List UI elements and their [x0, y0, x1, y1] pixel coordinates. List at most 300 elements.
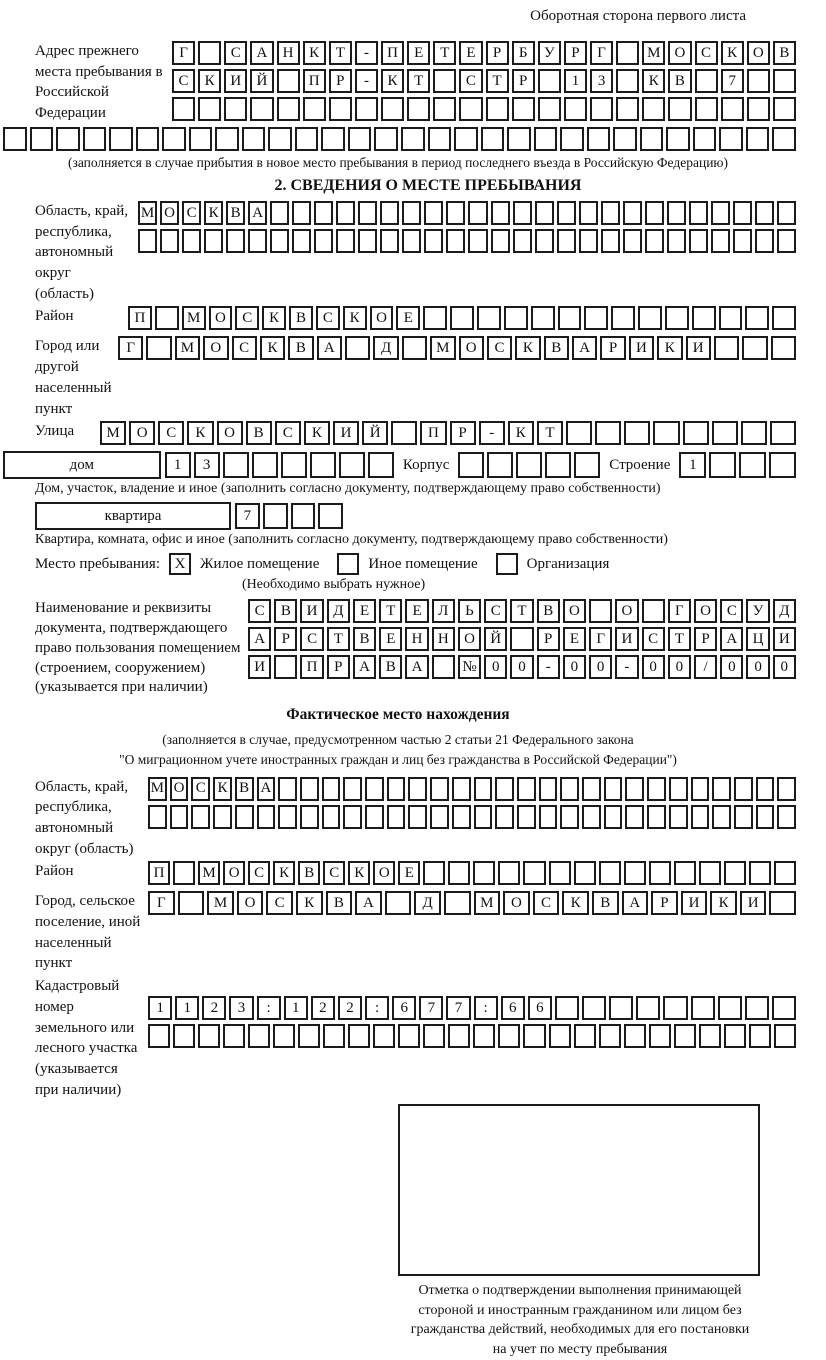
char-cell[interactable]: [771, 336, 796, 360]
char-cell[interactable]: [495, 777, 514, 801]
char-cell[interactable]: [640, 127, 664, 151]
char-cell[interactable]: 0: [484, 655, 507, 679]
char-cell[interactable]: [510, 627, 533, 651]
char-cell[interactable]: [611, 306, 635, 330]
char-cell[interactable]: [401, 127, 425, 151]
char-cell[interactable]: К: [303, 41, 326, 65]
char-cell[interactable]: [278, 777, 297, 801]
char-cell[interactable]: Г: [118, 336, 143, 360]
char-cell[interactable]: М: [148, 777, 167, 801]
char-cell[interactable]: [292, 201, 311, 225]
char-cell[interactable]: [213, 805, 232, 829]
char-cell[interactable]: В: [379, 655, 402, 679]
char-cell[interactable]: [638, 306, 662, 330]
char-cell[interactable]: О: [458, 627, 481, 651]
char-cell[interactable]: Н: [277, 41, 300, 65]
char-cell[interactable]: [645, 229, 664, 253]
char-cell[interactable]: И: [333, 421, 359, 445]
char-cell[interactable]: [719, 127, 743, 151]
char-cell[interactable]: [749, 1024, 771, 1048]
char-cell[interactable]: [373, 1024, 395, 1048]
char-cell[interactable]: [601, 229, 620, 253]
char-cell[interactable]: [669, 777, 688, 801]
char-cell[interactable]: [387, 805, 406, 829]
char-cell[interactable]: [574, 1024, 596, 1048]
char-cell[interactable]: Н: [432, 627, 455, 651]
char-cell[interactable]: [549, 861, 571, 885]
char-cell[interactable]: С: [642, 627, 665, 651]
char-cell[interactable]: [653, 421, 679, 445]
char-cell[interactable]: К: [198, 69, 221, 93]
char-cell[interactable]: [724, 861, 746, 885]
char-cell[interactable]: С: [182, 201, 201, 225]
char-cell[interactable]: В: [289, 306, 313, 330]
char-cell[interactable]: Л: [432, 599, 455, 623]
char-cell[interactable]: Т: [433, 41, 456, 65]
char-cell[interactable]: И: [740, 891, 767, 915]
char-cell[interactable]: С: [720, 599, 743, 623]
char-cell[interactable]: В: [226, 201, 245, 225]
char-cell[interactable]: [138, 229, 157, 253]
char-cell[interactable]: [160, 229, 179, 253]
char-cell[interactable]: [712, 421, 738, 445]
char-cell[interactable]: 0: [642, 655, 665, 679]
char-cell[interactable]: [368, 452, 394, 478]
char-cell[interactable]: 3: [590, 69, 613, 93]
char-cell[interactable]: [774, 861, 796, 885]
char-cell[interactable]: [666, 127, 690, 151]
char-cell[interactable]: Е: [405, 599, 428, 623]
char-cell[interactable]: И: [248, 655, 271, 679]
char-cell[interactable]: Й: [484, 627, 507, 651]
char-cell[interactable]: [323, 1024, 345, 1048]
char-cell[interactable]: К: [304, 421, 330, 445]
char-cell[interactable]: [303, 97, 326, 121]
char-cell[interactable]: 3: [194, 452, 220, 478]
char-cell[interactable]: М: [138, 201, 157, 225]
char-cell[interactable]: [491, 229, 510, 253]
char-cell[interactable]: [446, 201, 465, 225]
char-cell[interactable]: [599, 861, 621, 885]
char-cell[interactable]: Д: [773, 599, 796, 623]
char-cell[interactable]: Т: [407, 69, 430, 93]
char-cell[interactable]: К: [721, 41, 744, 65]
char-cell[interactable]: [756, 805, 775, 829]
char-cell[interactable]: [574, 861, 596, 885]
char-cell[interactable]: У: [746, 599, 769, 623]
char-cell[interactable]: С: [484, 599, 507, 623]
char-cell[interactable]: [448, 1024, 470, 1048]
char-cell[interactable]: [531, 306, 555, 330]
char-cell[interactable]: Д: [327, 599, 350, 623]
char-cell[interactable]: 7: [419, 996, 443, 1020]
char-cell[interactable]: [423, 861, 445, 885]
char-cell[interactable]: К: [343, 306, 367, 330]
char-cell[interactable]: А: [405, 655, 428, 679]
char-cell[interactable]: Т: [329, 41, 352, 65]
char-cell[interactable]: О: [223, 861, 245, 885]
char-cell[interactable]: [539, 777, 558, 801]
char-cell[interactable]: М: [642, 41, 665, 65]
char-cell[interactable]: [513, 201, 532, 225]
char-cell[interactable]: [458, 452, 484, 478]
char-cell[interactable]: М: [198, 861, 220, 885]
char-cell[interactable]: 7: [721, 69, 744, 93]
char-cell[interactable]: [182, 229, 201, 253]
char-cell[interactable]: [718, 996, 742, 1020]
char-cell[interactable]: [689, 201, 708, 225]
char-cell[interactable]: А: [622, 891, 649, 915]
char-cell[interactable]: [408, 777, 427, 801]
char-cell[interactable]: [277, 69, 300, 93]
char-cell[interactable]: С: [248, 861, 270, 885]
char-cell[interactable]: [446, 229, 465, 253]
char-cell[interactable]: [566, 421, 592, 445]
char-cell[interactable]: [402, 201, 421, 225]
char-cell[interactable]: [616, 41, 639, 65]
char-cell[interactable]: П: [381, 41, 404, 65]
char-cell[interactable]: 1: [165, 452, 191, 478]
char-cell[interactable]: С: [300, 627, 323, 651]
char-cell[interactable]: [773, 97, 796, 121]
char-cell[interactable]: [745, 996, 769, 1020]
char-cell[interactable]: [674, 1024, 696, 1048]
char-cell[interactable]: [549, 1024, 571, 1048]
char-cell[interactable]: Е: [353, 599, 376, 623]
char-cell[interactable]: О: [370, 306, 394, 330]
char-cell[interactable]: Н: [405, 627, 428, 651]
char-cell[interactable]: [555, 996, 579, 1020]
char-cell[interactable]: -: [615, 655, 638, 679]
char-cell[interactable]: [742, 336, 767, 360]
char-cell[interactable]: С: [459, 69, 482, 93]
char-cell[interactable]: [407, 97, 430, 121]
char-cell[interactable]: С: [235, 306, 259, 330]
char-cell[interactable]: С: [191, 777, 210, 801]
char-cell[interactable]: С: [248, 599, 271, 623]
char-cell[interactable]: [623, 229, 642, 253]
char-cell[interactable]: О: [129, 421, 155, 445]
char-cell[interactable]: :: [257, 996, 281, 1020]
char-cell[interactable]: Е: [396, 306, 420, 330]
char-cell[interactable]: [699, 1024, 721, 1048]
char-cell[interactable]: [616, 69, 639, 93]
char-cell[interactable]: 1: [679, 452, 706, 478]
char-cell[interactable]: [777, 777, 796, 801]
char-cell[interactable]: [691, 996, 715, 1020]
char-cell[interactable]: [714, 336, 739, 360]
char-cell[interactable]: Й: [362, 421, 388, 445]
char-cell[interactable]: [381, 97, 404, 121]
char-cell[interactable]: [739, 452, 766, 478]
char-cell[interactable]: К: [710, 891, 737, 915]
char-cell[interactable]: [741, 421, 767, 445]
char-cell[interactable]: [498, 1024, 520, 1048]
char-cell[interactable]: 7: [446, 996, 470, 1020]
char-cell[interactable]: [295, 127, 319, 151]
char-cell[interactable]: №: [458, 655, 481, 679]
char-cell[interactable]: О: [668, 41, 691, 65]
char-cell[interactable]: [772, 127, 796, 151]
char-cell[interactable]: [625, 777, 644, 801]
char-cell[interactable]: 0: [773, 655, 796, 679]
char-cell[interactable]: [198, 1024, 220, 1048]
char-cell[interactable]: М: [474, 891, 501, 915]
char-cell[interactable]: М: [182, 306, 206, 330]
char-cell[interactable]: [56, 127, 80, 151]
char-cell[interactable]: [277, 97, 300, 121]
char-cell[interactable]: [564, 97, 587, 121]
char-cell[interactable]: [348, 1024, 370, 1048]
char-cell[interactable]: [579, 201, 598, 225]
char-cell[interactable]: [292, 229, 311, 253]
char-cell[interactable]: К: [562, 891, 589, 915]
char-cell[interactable]: 2: [311, 996, 335, 1020]
char-cell[interactable]: [355, 97, 378, 121]
char-cell[interactable]: [579, 229, 598, 253]
char-cell[interactable]: Р: [486, 41, 509, 65]
char-cell[interactable]: К: [262, 306, 286, 330]
char-cell[interactable]: [148, 1024, 170, 1048]
char-cell[interactable]: [474, 805, 493, 829]
char-cell[interactable]: -: [355, 69, 378, 93]
char-cell[interactable]: [424, 201, 443, 225]
char-cell[interactable]: [310, 452, 336, 478]
char-cell[interactable]: Ц: [746, 627, 769, 651]
char-cell[interactable]: [487, 452, 513, 478]
char-cell[interactable]: [560, 805, 579, 829]
char-cell[interactable]: [649, 1024, 671, 1048]
char-cell[interactable]: [380, 229, 399, 253]
char-cell[interactable]: Г: [589, 627, 612, 651]
char-cell[interactable]: Р: [564, 41, 587, 65]
char-cell[interactable]: [30, 127, 54, 151]
char-cell[interactable]: [274, 655, 297, 679]
char-cell[interactable]: [481, 127, 505, 151]
char-cell[interactable]: [746, 127, 770, 151]
char-cell[interactable]: [448, 861, 470, 885]
char-cell[interactable]: -: [479, 421, 505, 445]
char-cell[interactable]: [721, 97, 744, 121]
char-cell[interactable]: [649, 861, 671, 885]
char-cell[interactable]: С: [172, 69, 195, 93]
char-cell[interactable]: О: [209, 306, 233, 330]
char-cell[interactable]: [433, 69, 456, 93]
char-cell[interactable]: [745, 306, 769, 330]
char-cell[interactable]: [343, 805, 362, 829]
char-cell[interactable]: [223, 1024, 245, 1048]
char-cell[interactable]: М: [207, 891, 234, 915]
char-cell[interactable]: [374, 127, 398, 151]
char-cell[interactable]: [343, 777, 362, 801]
char-cell[interactable]: [749, 861, 771, 885]
char-cell[interactable]: Р: [274, 627, 297, 651]
char-cell[interactable]: [358, 229, 377, 253]
char-cell[interactable]: В: [298, 861, 320, 885]
char-cell[interactable]: [173, 861, 195, 885]
char-cell[interactable]: [498, 861, 520, 885]
char-cell[interactable]: [534, 127, 558, 151]
char-cell[interactable]: [601, 201, 620, 225]
char-cell[interactable]: П: [300, 655, 323, 679]
char-cell[interactable]: Д: [373, 336, 398, 360]
char-cell[interactable]: 1: [564, 69, 587, 93]
char-cell[interactable]: [314, 229, 333, 253]
char-cell[interactable]: [773, 69, 796, 93]
char-cell[interactable]: [136, 127, 160, 151]
char-cell[interactable]: [709, 452, 736, 478]
char-cell[interactable]: О: [615, 599, 638, 623]
char-cell[interactable]: [250, 97, 273, 121]
char-cell[interactable]: [450, 306, 474, 330]
char-cell[interactable]: [242, 127, 266, 151]
char-cell[interactable]: [270, 229, 289, 253]
char-cell[interactable]: [539, 805, 558, 829]
char-cell[interactable]: [719, 306, 743, 330]
char-cell[interactable]: [300, 805, 319, 829]
char-cell[interactable]: [665, 306, 689, 330]
char-cell[interactable]: Т: [327, 627, 350, 651]
char-cell[interactable]: О: [373, 861, 395, 885]
char-cell[interactable]: [257, 805, 276, 829]
char-cell[interactable]: [774, 1024, 796, 1048]
char-cell[interactable]: [733, 201, 752, 225]
char-cell[interactable]: Р: [537, 627, 560, 651]
char-cell[interactable]: [772, 306, 796, 330]
char-cell[interactable]: П: [148, 861, 170, 885]
char-cell[interactable]: [582, 996, 606, 1020]
char-cell[interactable]: [538, 69, 561, 93]
char-cell[interactable]: [432, 655, 455, 679]
char-cell[interactable]: [248, 229, 267, 253]
char-cell[interactable]: [477, 306, 501, 330]
char-cell[interactable]: [589, 599, 612, 623]
char-cell[interactable]: [300, 777, 319, 801]
char-cell[interactable]: [474, 777, 493, 801]
char-cell[interactable]: [772, 996, 796, 1020]
char-cell[interactable]: [204, 229, 223, 253]
char-cell[interactable]: Т: [379, 599, 402, 623]
char-cell[interactable]: [3, 127, 27, 151]
char-cell[interactable]: [699, 861, 721, 885]
char-cell[interactable]: [226, 229, 245, 253]
char-cell[interactable]: [516, 452, 542, 478]
char-cell[interactable]: [189, 127, 213, 151]
char-cell[interactable]: [321, 127, 345, 151]
char-cell[interactable]: [329, 97, 352, 121]
char-cell[interactable]: К: [204, 201, 223, 225]
char-cell[interactable]: 0: [563, 655, 586, 679]
char-cell[interactable]: [513, 229, 532, 253]
char-cell[interactable]: И: [773, 627, 796, 651]
char-cell[interactable]: 3: [229, 996, 253, 1020]
char-cell[interactable]: И: [615, 627, 638, 651]
char-cell[interactable]: В: [326, 891, 353, 915]
char-cell[interactable]: [545, 452, 571, 478]
char-cell[interactable]: [423, 1024, 445, 1048]
char-cell[interactable]: С: [323, 861, 345, 885]
char-cell[interactable]: В: [274, 599, 297, 623]
char-cell[interactable]: [587, 127, 611, 151]
char-cell[interactable]: У: [538, 41, 561, 65]
char-cell[interactable]: [625, 805, 644, 829]
char-cell[interactable]: [452, 777, 471, 801]
char-cell[interactable]: [348, 127, 372, 151]
char-cell[interactable]: И: [300, 599, 323, 623]
char-cell[interactable]: Й: [250, 69, 273, 93]
char-cell[interactable]: [693, 127, 717, 151]
char-cell[interactable]: [402, 229, 421, 253]
char-cell[interactable]: [473, 861, 495, 885]
char-cell[interactable]: [734, 777, 753, 801]
char-cell[interactable]: [486, 97, 509, 121]
char-cell[interactable]: [263, 503, 288, 529]
char-cell[interactable]: [647, 805, 666, 829]
char-cell[interactable]: Т: [510, 599, 533, 623]
char-cell[interactable]: [178, 891, 205, 915]
char-cell[interactable]: 1: [148, 996, 172, 1020]
char-cell[interactable]: К: [381, 69, 404, 93]
char-cell[interactable]: 6: [392, 996, 416, 1020]
char-cell[interactable]: 1: [175, 996, 199, 1020]
char-cell[interactable]: [252, 452, 278, 478]
char-cell[interactable]: [689, 229, 708, 253]
char-cell[interactable]: 7: [235, 503, 260, 529]
char-cell[interactable]: А: [353, 655, 376, 679]
char-cell[interactable]: О: [503, 891, 530, 915]
char-cell[interactable]: [734, 805, 753, 829]
char-cell[interactable]: [683, 421, 709, 445]
char-cell[interactable]: /: [694, 655, 717, 679]
char-cell[interactable]: [711, 201, 730, 225]
char-cell[interactable]: [560, 777, 579, 801]
char-cell[interactable]: [538, 97, 561, 121]
char-cell[interactable]: В: [235, 777, 254, 801]
char-cell[interactable]: [83, 127, 107, 151]
char-cell[interactable]: [691, 777, 710, 801]
char-cell[interactable]: [623, 201, 642, 225]
stay-option-zhiloe-checkbox[interactable]: X: [169, 553, 191, 575]
char-cell[interactable]: Р: [329, 69, 352, 93]
char-cell[interactable]: [172, 97, 195, 121]
char-cell[interactable]: М: [175, 336, 200, 360]
char-cell[interactable]: М: [430, 336, 455, 360]
char-cell[interactable]: О: [170, 777, 189, 801]
char-cell[interactable]: [756, 777, 775, 801]
char-cell[interactable]: [523, 1024, 545, 1048]
char-cell[interactable]: С: [158, 421, 184, 445]
char-cell[interactable]: Е: [379, 627, 402, 651]
char-cell[interactable]: [669, 805, 688, 829]
char-cell[interactable]: Е: [563, 627, 586, 651]
char-cell[interactable]: [574, 452, 600, 478]
char-cell[interactable]: [733, 229, 752, 253]
stay-option-org-checkbox[interactable]: [496, 553, 518, 575]
char-cell[interactable]: О: [694, 599, 717, 623]
char-cell[interactable]: С: [316, 306, 340, 330]
char-cell[interactable]: О: [563, 599, 586, 623]
char-cell[interactable]: Е: [398, 861, 420, 885]
char-cell[interactable]: [109, 127, 133, 151]
char-cell[interactable]: [517, 805, 536, 829]
char-cell[interactable]: К: [657, 336, 682, 360]
char-cell[interactable]: Б: [512, 41, 535, 65]
char-cell[interactable]: [747, 97, 770, 121]
char-cell[interactable]: [595, 421, 621, 445]
char-cell[interactable]: П: [303, 69, 326, 93]
char-cell[interactable]: [385, 891, 412, 915]
char-cell[interactable]: [770, 421, 796, 445]
